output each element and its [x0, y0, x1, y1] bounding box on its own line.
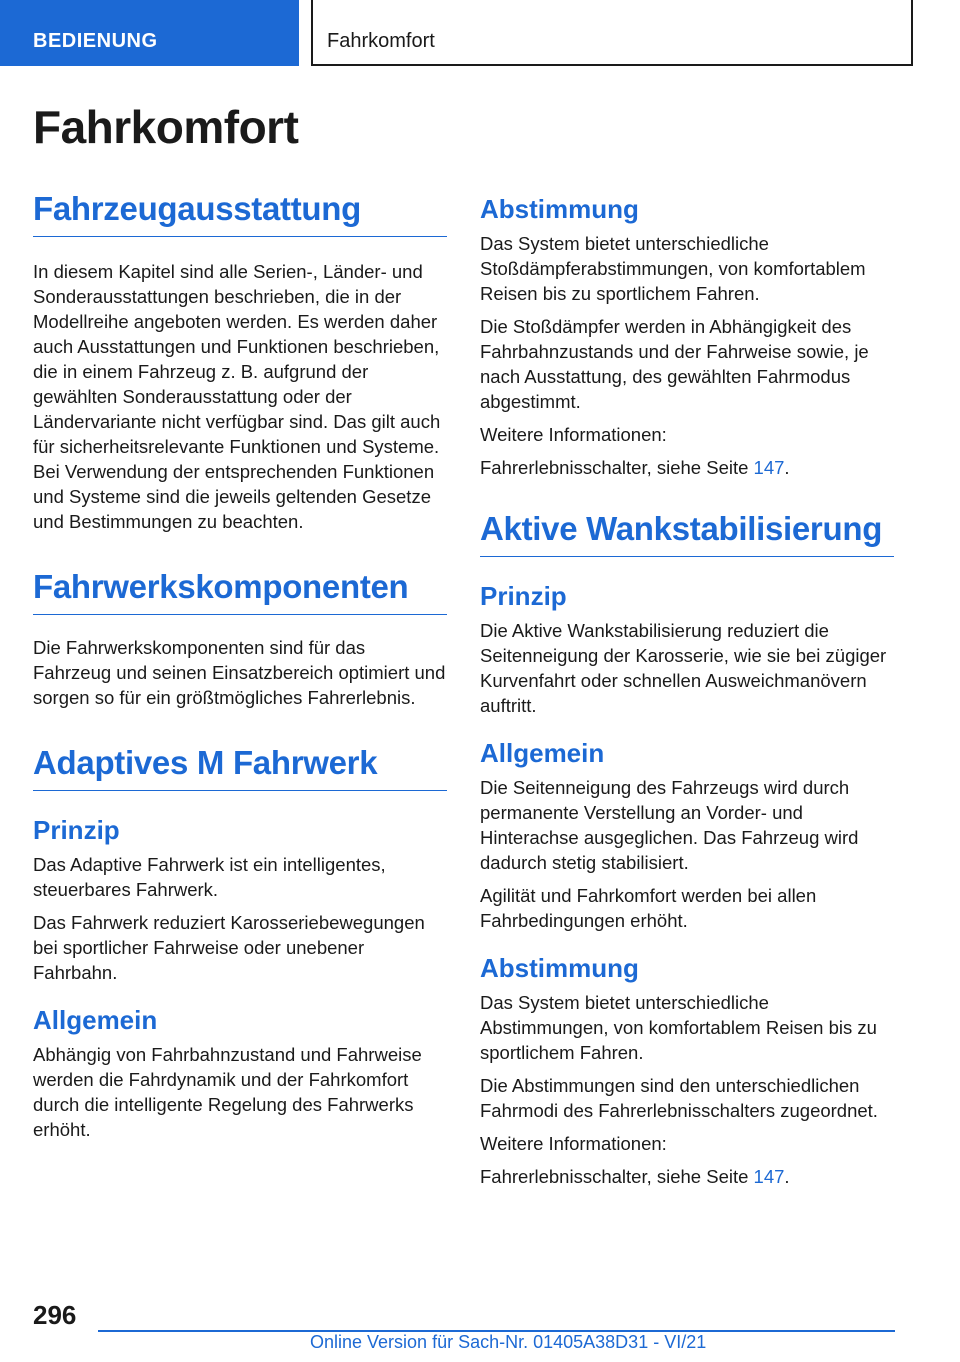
heading-prinzip-wank: Prinzip: [480, 581, 567, 611]
paragraph-abstimmung-1: Das System bietet unterschiedliche Stoßdämpferabstimmungen, von komfortablem Reisen bis zu sportlichem Fahren.: [480, 233, 866, 304]
paragraph-fahrzeugausstattung: In diesem Kapitel sind alle Serien-, Länder- und Sonderausstattungen beschrieben, die in der Modellreihe angeboten werden. Es werden daher auch Ausstattungen und Funktionen beschrieben, die in einem Fahrzeug z. B. aufgrund der gewählten Sonderausstattung oder der Ländervariante nicht verfügbar sind. Das gilt auch für sicherheitsrelevante Funktionen und Systeme. Bei Verwendung der entsprechenden Funktionen und Systeme sind die jeweils geltenden Gesetze und Bestimmungen zu beachten.: [33, 261, 441, 532]
page-link-147[interactable]: 147: [753, 1166, 785, 1187]
paragraph-abstimmung-2: Die Stoßdämpfer werden in Abhängigkeit des Fahrbahnzustands und der Fahrweise sowie, je nach Ausstattung, des gewählten Fahrmodus abgestimmt.: [480, 316, 869, 412]
reference-wank: [480, 1164, 894, 1189]
paragraph-abstimmung-3: Weitere Informationen:: [480, 424, 667, 445]
paragraph-allgemein-1: Abhängig von Fahrbahnzustand und Fahrweise werden die Fahrdynamik und der Fahrkomfort durch die intelligente Regelung des Fahrwerks erhöht.: [33, 1044, 422, 1140]
paragraph-wank-prinzip: Die Aktive Wankstabilisierung reduziert die Seitenneigung der Karosserie, wie sie bei zügiger Kurvenfahrt oder schnellen Ausweichmanövern auftritt.: [480, 620, 887, 716]
heading-allgemein: Allgemein: [33, 1005, 158, 1035]
footer-version-text: Online Version für Sach-Nr. 01405A38D31 - VI/21: [310, 1332, 707, 1352]
left-column: [33, 190, 447, 1142]
reference-end: .: [784, 457, 790, 478]
chapter-tab[interactable]: Fahrkomfort: [311, 0, 913, 66]
page-header: [0, 0, 960, 66]
heading-prinzip: Prinzip: [33, 815, 120, 845]
heading-fahrwerkskomponenten: Fahrwerkskomponenten: [33, 568, 447, 615]
heading-aktive-wankstabilisierung: Aktive Wankstabilisierung: [480, 510, 894, 557]
paragraph-wank-abstimmung-1: Das System bietet unterschiedliche Abstimmungen, von komfortablem Reisen bis zu sportlichem Fahren.: [480, 992, 877, 1063]
right-column: [480, 190, 894, 1189]
reference-text: Fahrerlebnisschalter, siehe Seite: [480, 457, 749, 478]
paragraph-wank-allgemein-1: Die Seitenneigung des Fahrzeugs wird durch permanente Verstellung an Vorder- und Hinterachse ausgeglichen. Das Fahrzeug wird dadurch stetig stabilisiert.: [480, 777, 859, 873]
paragraph-wank-abstimmung-3: Weitere Informationen:: [480, 1133, 667, 1154]
paragraph-fahrwerkskomponenten: Die Fahrwerkskomponenten sind für das Fahrzeug und seinen Einsatzbereich optimiert und sorgen so für ein größtmögliches Fahrerlebnis.: [33, 637, 446, 708]
page-number: 296: [33, 1300, 77, 1330]
page-link-147[interactable]: 147: [753, 457, 785, 478]
paragraph-prinzip-1: Das Adaptive Fahrwerk ist ein intelligentes, steuerbares Fahrwerk.: [33, 854, 386, 900]
paragraph-prinzip-2: Das Fahrwerk reduziert Karosseriebewegungen bei sportlicher Fahrweise oder unebener Fahrbahn.: [33, 912, 425, 983]
page-title: Fahrkomfort: [33, 101, 299, 153]
section-tab[interactable]: BEDIENUNG: [0, 0, 299, 66]
heading-abstimmung: Abstimmung: [480, 194, 639, 224]
reference-end: .: [784, 1166, 790, 1187]
heading-abstimmung-wank: Abstimmung: [480, 953, 639, 983]
heading-adaptives-fahrwerk: Adaptives M Fahrwerk: [33, 744, 447, 791]
paragraph-wank-abstimmung-2: Die Abstimmungen sind den unterschiedlichen Fahrmodi des Fahrerlebnisschalters zugeordnet.: [480, 1075, 878, 1121]
reference-text: Fahrerlebnisschalter, siehe Seite: [480, 1166, 749, 1187]
reference-abstimmung: [480, 455, 894, 480]
heading-allgemein-wank: Allgemein: [480, 738, 605, 768]
heading-fahrzeugausstattung: Fahrzeugausstattung: [33, 190, 447, 237]
paragraph-wank-allgemein-2: Agilität und Fahrkomfort werden bei allen Fahrbedingungen erhöht.: [480, 885, 817, 931]
